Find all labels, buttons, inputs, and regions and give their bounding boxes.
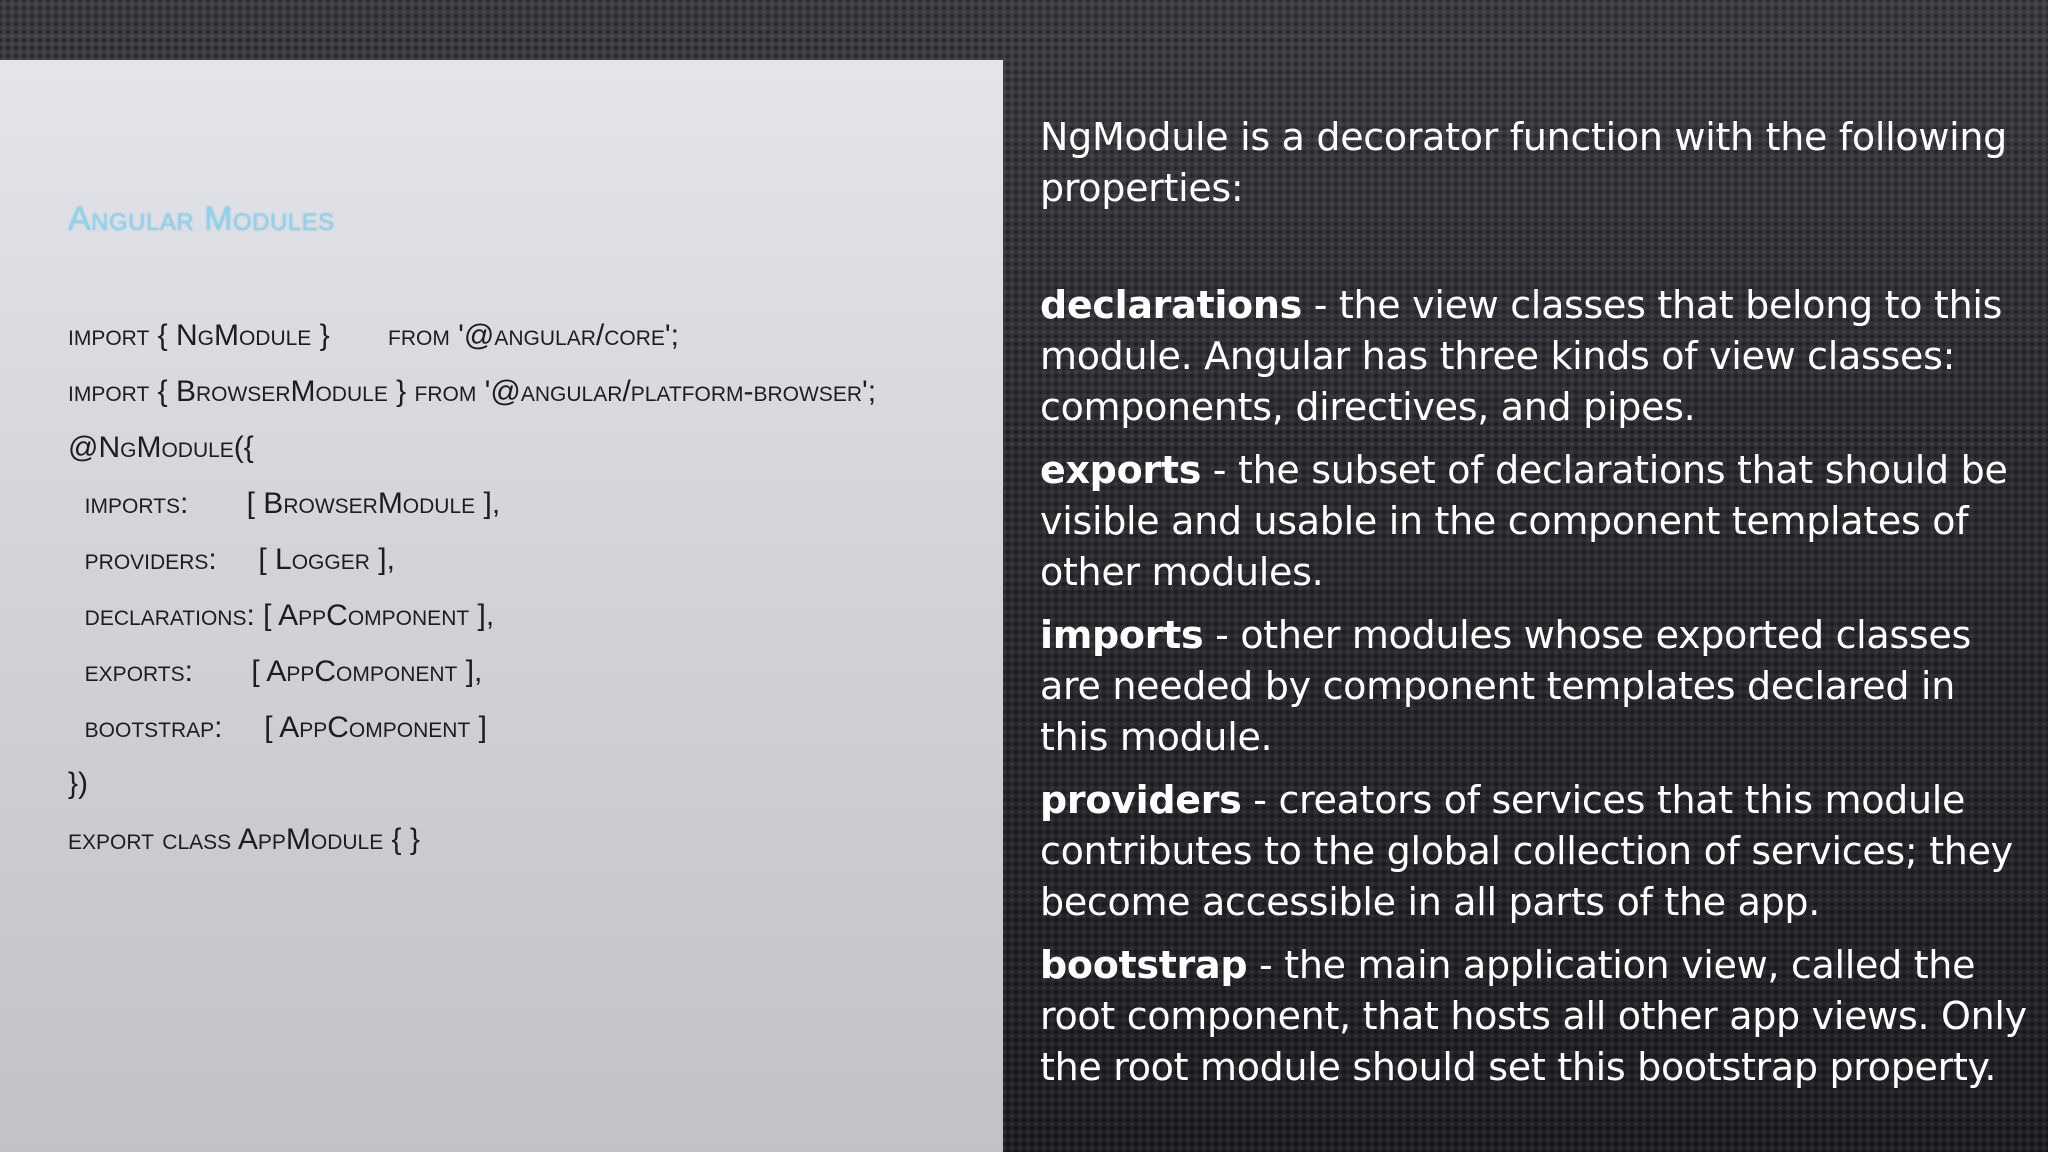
property-list	[1040, 280, 2030, 1093]
intro-text: NgModule is a decorator function with the following properties:	[1040, 115, 2007, 210]
property-providers	[1040, 775, 2030, 928]
property-name: declarations	[1040, 283, 1302, 327]
code-block	[68, 308, 988, 868]
left-panel	[0, 60, 1003, 1152]
code-line: import { BrowserModule } from '@angular/platform-browser';	[68, 375, 877, 408]
code-line: @NgModule({	[68, 431, 254, 464]
code-line: export class AppModule { }	[68, 823, 420, 856]
property-description: - other modules whose exported classes are needed by component templates declared in this module.	[1040, 613, 1971, 759]
code-line: import { NgModule } from '@angular/core';	[68, 319, 679, 352]
property-description: - the subset of declarations that should be visible and usable in the component templates of other modules.	[1040, 448, 2008, 594]
code-line: declarations: [ AppComponent ],	[68, 599, 495, 632]
slide-title: Angular Modules	[68, 200, 335, 238]
property-name: exports	[1040, 448, 1202, 492]
property-imports	[1040, 610, 2030, 763]
property-bootstrap	[1040, 940, 2030, 1093]
right-panel	[1040, 112, 2030, 1105]
property-description: - the main application view, called the root component, that hosts all other app views. Only the root module should set this bootstrap property.	[1040, 943, 2027, 1089]
code-line: providers: [ Logger ],	[68, 543, 395, 576]
code-line: exports: [ AppComponent ],	[68, 655, 483, 688]
property-name: imports	[1040, 613, 1204, 657]
property-description: - the view classes that belong to this module. Angular has three kinds of view classes: components, directives, and pipes.	[1040, 283, 2003, 429]
property-description: - creators of services that this module contributes to the global collection of services; they become accessible in all parts of the app.	[1040, 778, 2013, 924]
code-line: })	[68, 767, 89, 800]
code-line: imports: [ BrowserModule ],	[68, 487, 501, 520]
property-declarations	[1040, 280, 2030, 433]
property-exports	[1040, 445, 2030, 598]
code-line: bootstrap: [ AppComponent ]	[68, 711, 487, 744]
property-name: providers	[1040, 778, 1242, 822]
property-name: bootstrap	[1040, 943, 1248, 987]
